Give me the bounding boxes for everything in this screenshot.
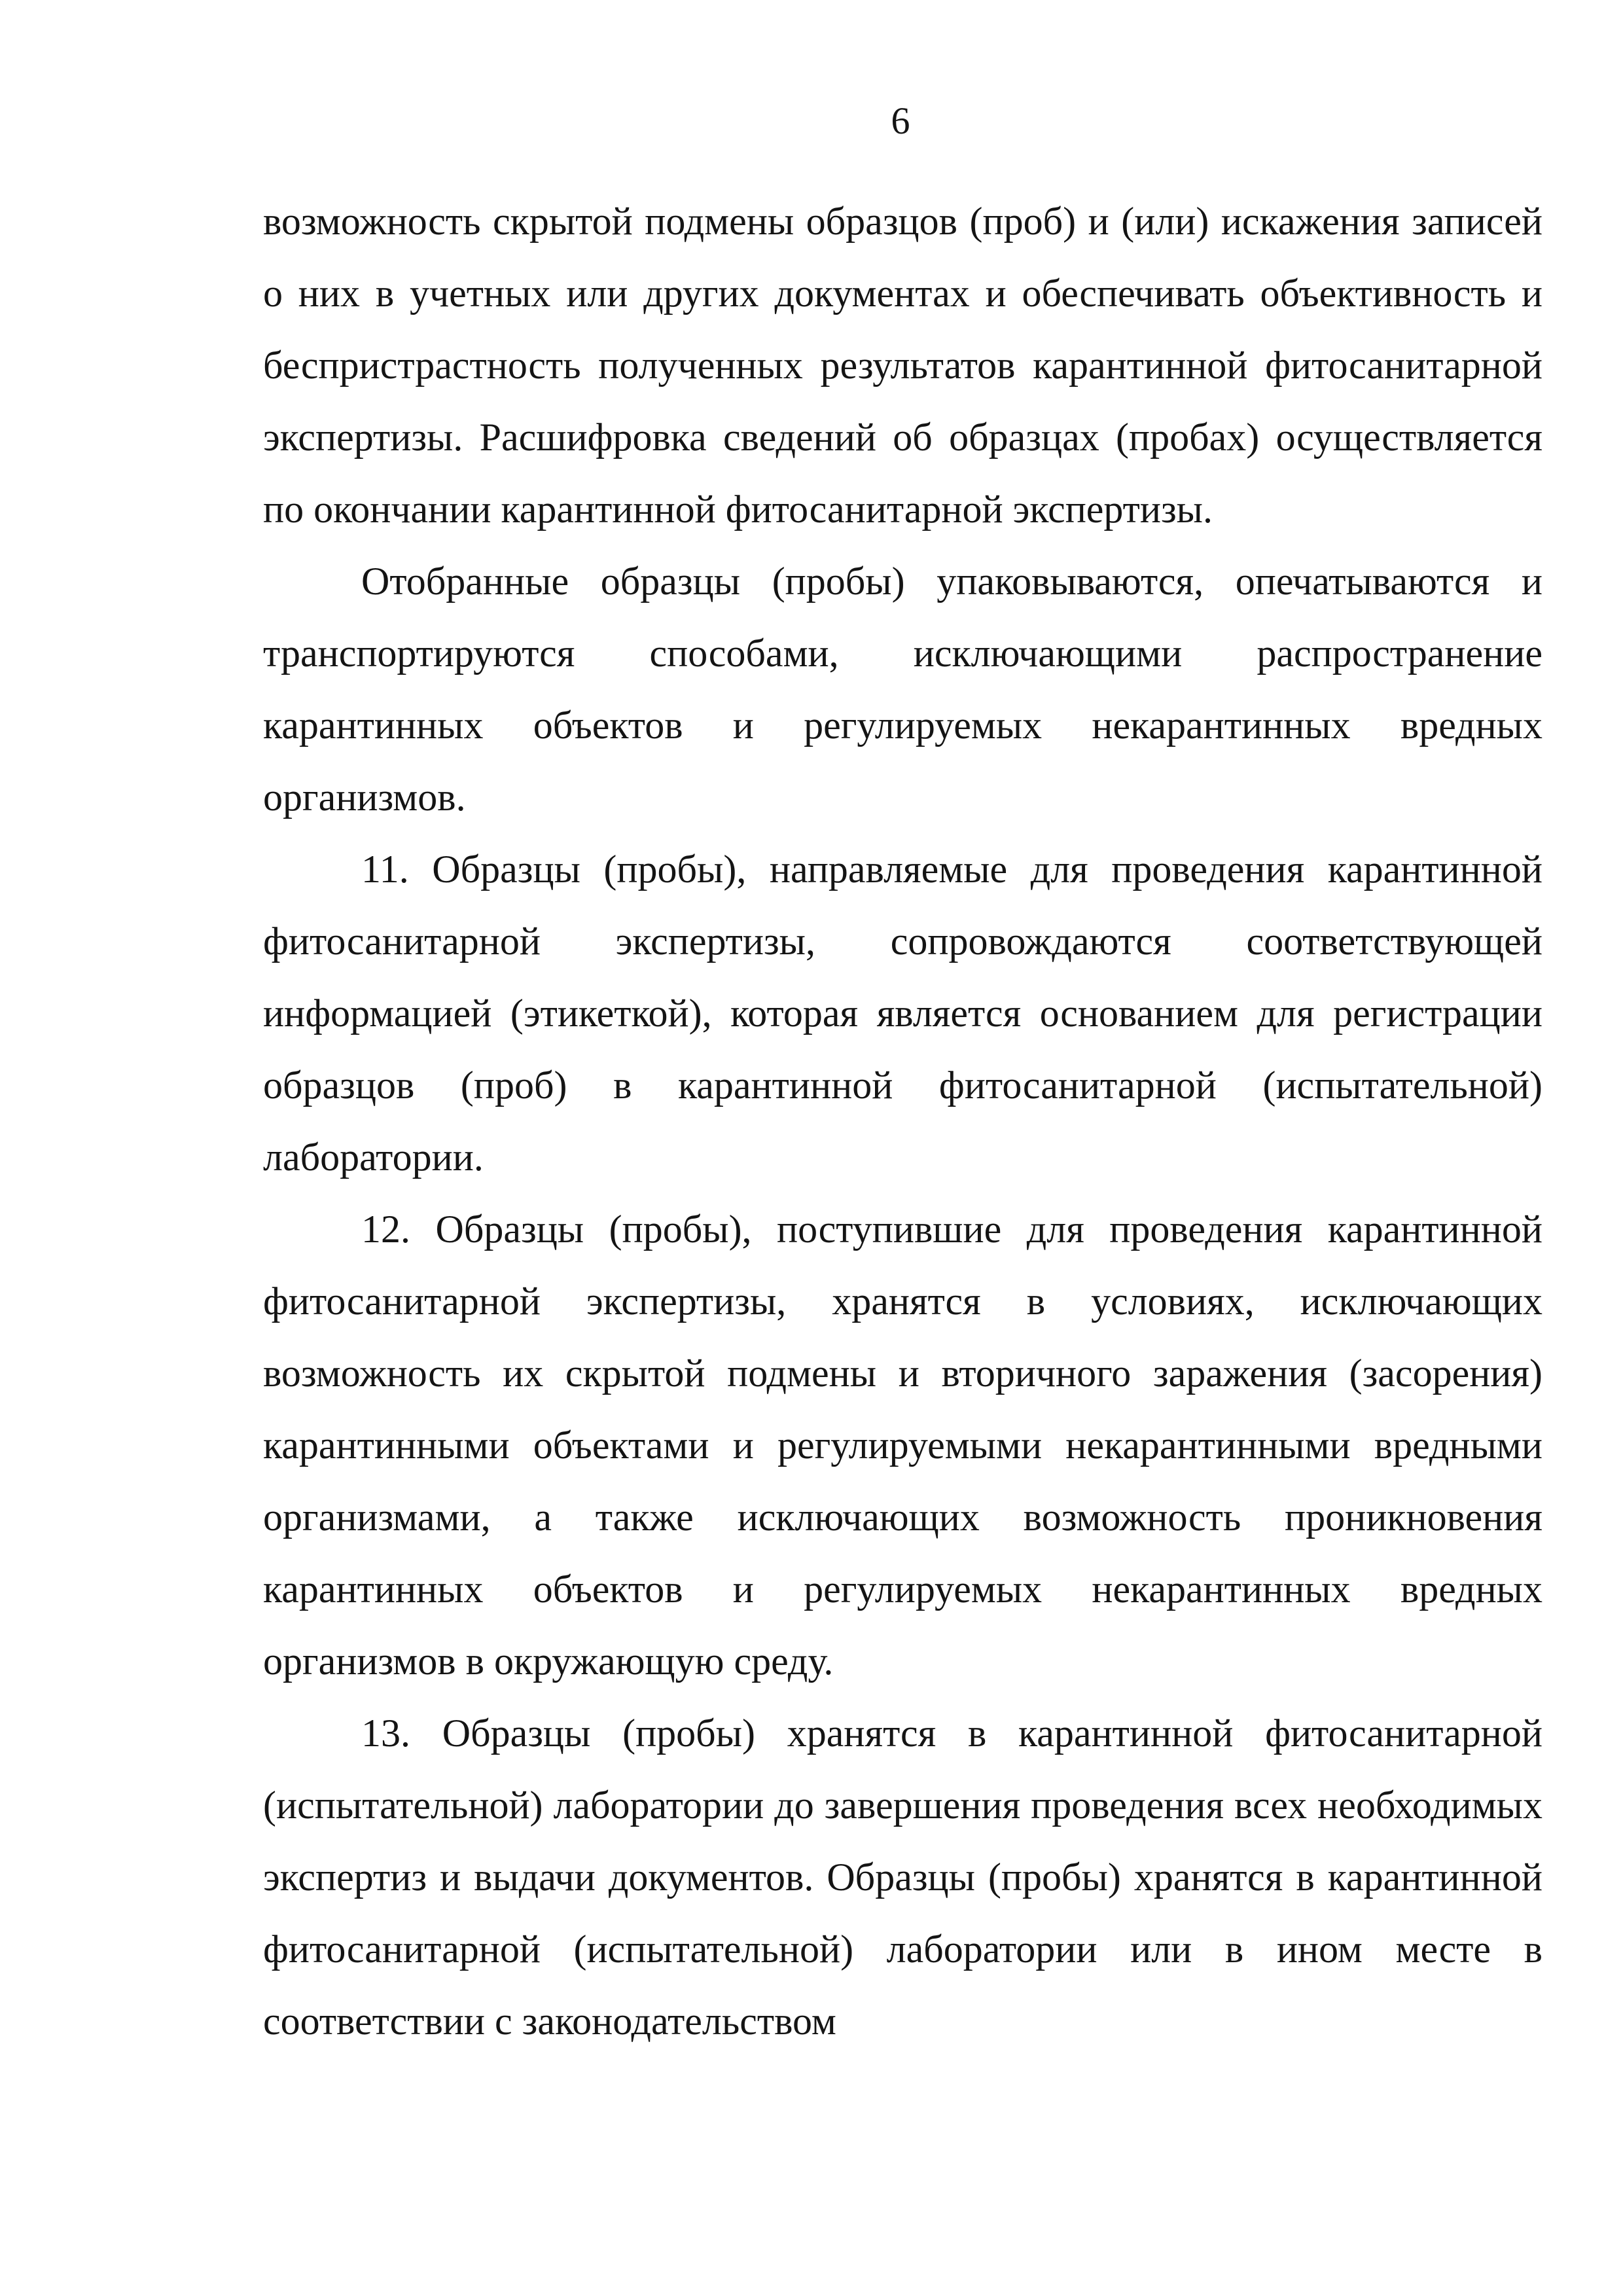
paragraph-continuation: возможность скрытой подмены образцов (проб) и (или) искажения записей о них в учетных или других документах и обеспечивать объективность и беспристрастность полученных результатов карантинной фитосанитарной экспертизы. Расшифровка сведений об образцах (пробах) осуществляется по окончании карантинной фитосанитарной экспертизы.	[263, 200, 1543, 531]
paragraph-item-12: 12. Образцы (пробы), поступившие для проведения карантинной фитосанитарной экспертизы, хранятся в условиях, исключающих возможность их скрытой подмены и вторичного заражения (засорения) карантинными объектами и регулируемыми некарантинными вредными организмами, а также исключающих возможность проникновения карантинных объектов и регулируемых некарантинных вредных организмов в окружающую среду.	[263, 1208, 1543, 1683]
paragraph-item-13: 13. Образцы (пробы) хранятся в карантинной фитосанитарной (испытательной) лаборатории до завершения проведения всех необходимых экспертиз и выдачи документов. Образцы (пробы) хранятся в карантинной фитосанитарной (испытательной) лаборатории или в ином месте в соответствии с законодательством	[263, 1712, 1543, 2043]
paragraph-item-11: 11. Образцы (пробы), направляемые для проведения карантинной фитосанитарной экспертизы, сопровождаются соответствующей информацией (этикеткой), которая является основанием для регистрации образцов (проб) в карантинной фитосанитарной (испытательной) лаборатории.	[263, 848, 1543, 1179]
page-number: 6	[891, 99, 910, 142]
paragraph-samples-packaging: Отобранные образцы (пробы) упаковываются, опечатываются и транспортируются способами, исключающими распространение карантинных объектов и регулируемых некарантинных вредных организмов.	[263, 560, 1543, 819]
document-body	[263, 185, 1543, 2057]
